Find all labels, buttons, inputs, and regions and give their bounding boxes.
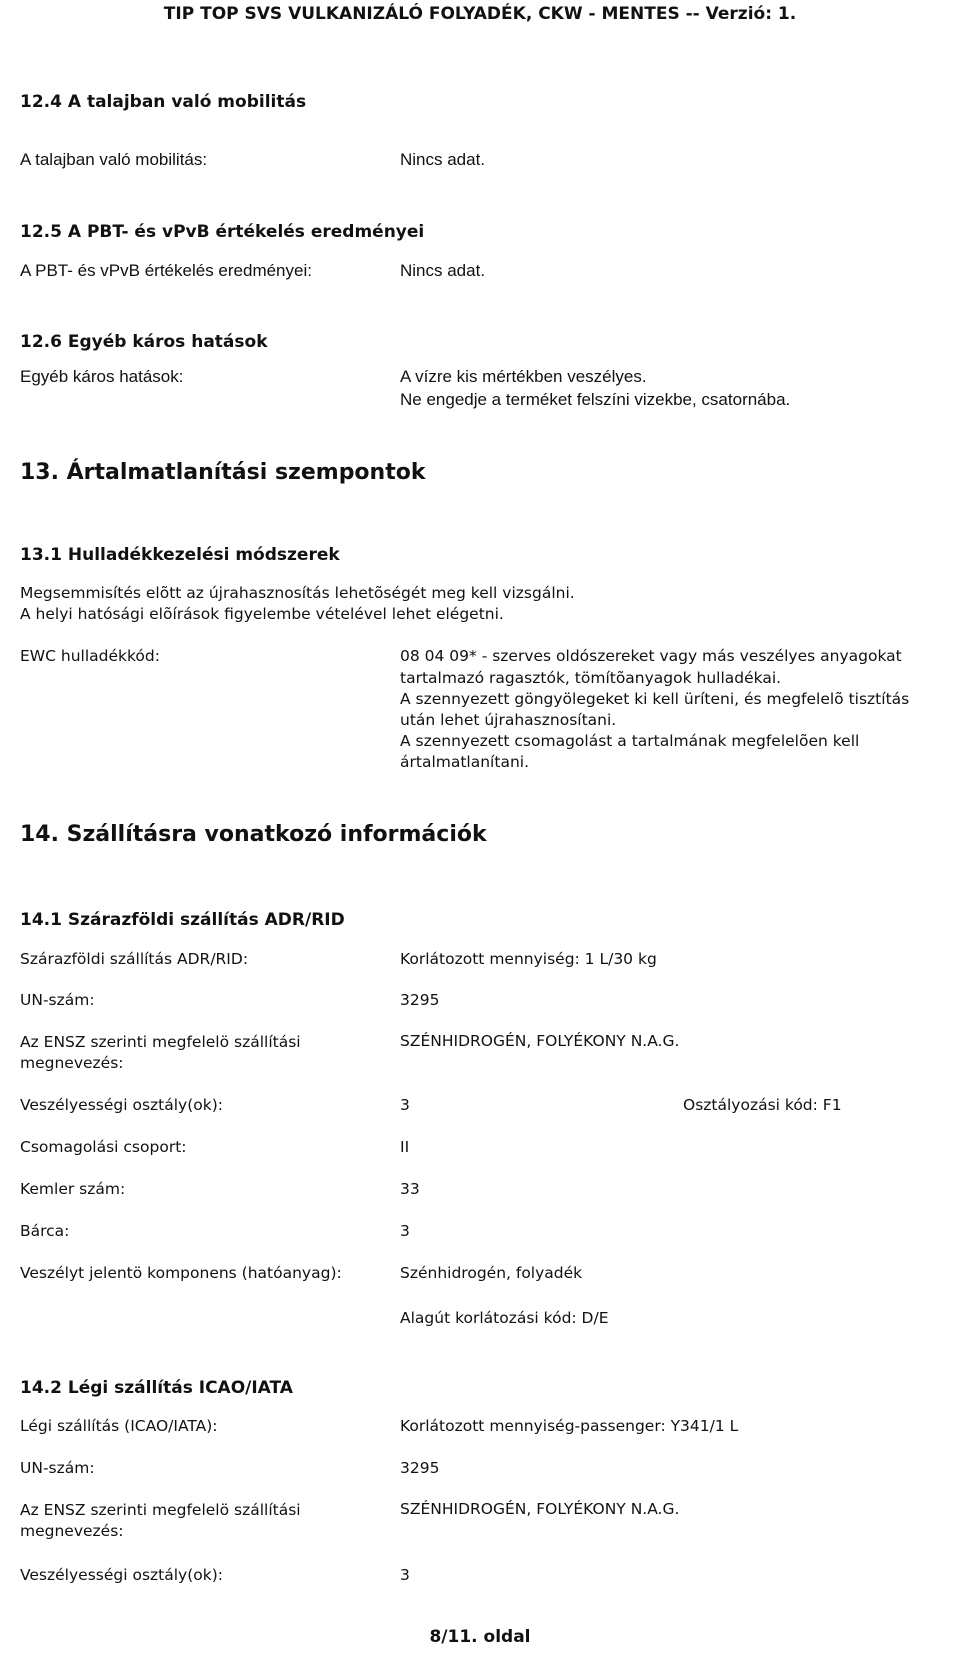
section-13-1-heading: 13.1 Hulladékkezelési módszerek <box>20 545 340 565</box>
air-transport-label: Légi szállítás (ICAO/IATA): <box>20 1417 218 1435</box>
document-header: TIP TOP SVS VULKANIZÁLÓ FOLYADÉK, CKW - MENTES -- Verzió: 1. <box>163 4 797 24</box>
pbt-label: A PBT- és vPvB értékelés eredményei: <box>20 261 312 280</box>
section-14-2-heading: 14.2 Légi szállítás ICAO/IATA <box>20 1378 293 1398</box>
ewc-line-3: A szennyezett göngyölegeket ki kell üríteni, és megfelelõ tisztítás <box>400 690 910 708</box>
ewc-label: EWC hulladékkód: <box>20 647 160 665</box>
disposal-paragraph-line-1: Megsemmisítés elõtt az újrahasznosítás lehetõségét meg kell vizsgálni. <box>20 584 575 602</box>
ewc-line-4: után lehet újrahasznosítani. <box>400 711 617 729</box>
land-kemler-label: Kemler szám: <box>20 1180 126 1198</box>
disposal-paragraph-line-2: A helyi hatósági elõírások figyelembe vételével lehet elégetni. <box>20 605 504 623</box>
land-hazard-class-label: Veszélyességi osztály(ok): <box>20 1096 223 1114</box>
ewc-line-5: A szennyezett csomagolást a tartalmának megfelelõen kell <box>400 732 860 750</box>
other-effects-line-2: Ne engedje a terméket felszíni vizekbe, csatornába. <box>400 390 791 409</box>
air-un-number-label: UN-szám: <box>20 1459 95 1477</box>
land-label-value: 3 <box>400 1222 410 1240</box>
section-12-5-heading: 12.5 A PBT- és vPvB értékelés eredményei <box>20 222 425 242</box>
land-un-number-value: 3295 <box>400 991 440 1009</box>
section-12-6-heading: 12.6 Egyéb káros hatások <box>20 332 268 352</box>
ewc-line-6: ártalmatlanítani. <box>400 753 529 771</box>
land-packing-group-value: II <box>400 1138 410 1156</box>
section-14-1-heading: 14.1 Szárazföldi szállítás ADR/RID <box>20 910 345 930</box>
land-un-number-label: UN-szám: <box>20 991 95 1009</box>
land-kemler-value: 33 <box>400 1180 420 1198</box>
ewc-line-2: tartalmazó ragasztók, tömítõanyagok hulladékai. <box>400 669 782 687</box>
pbt-value: Nincs adat. <box>400 261 486 280</box>
air-transport-value: Korlátozott mennyiség-passenger: Y341/1 L <box>400 1417 739 1435</box>
land-hazard-class-value: 3 <box>400 1096 410 1114</box>
land-transport-value: Korlátozott mennyiség: 1 L/30 kg <box>400 950 657 968</box>
ewc-line-1: 08 04 09* - szerves oldószereket vagy más veszélyes anyagokat <box>400 647 902 665</box>
soil-mobility-value: Nincs adat. <box>400 150 486 169</box>
air-un-number-value: 3295 <box>400 1459 440 1477</box>
land-label-label: Bárca: <box>20 1222 70 1240</box>
page-number: 8/11. oldal <box>429 1627 531 1647</box>
other-effects-label: Egyéb káros hatások: <box>20 367 184 386</box>
section-13-heading: 13. Ártalmatlanítási szempontok <box>20 460 426 485</box>
land-tunnel-code: Alagút korlátozási kód: D/E <box>400 1309 609 1327</box>
air-hazard-class-value: 3 <box>400 1566 410 1584</box>
land-transport-label: Szárazföldi szállítás ADR/RID: <box>20 950 249 968</box>
section-12-4-heading: 12.4 A talajban való mobilitás <box>20 92 307 112</box>
land-classification-code: Osztályozási kód: F1 <box>683 1096 842 1114</box>
section-14-heading: 14. Szállításra vonatkozó információk <box>20 822 487 847</box>
land-packing-group-label: Csomagolási csoport: <box>20 1138 187 1156</box>
land-hazard-component-label: Veszélyt jelentö komponens (hatóanyag): <box>20 1264 342 1282</box>
land-hazard-component-value: Szénhidrogén, folyadék <box>400 1264 583 1282</box>
air-shipping-name-label: Az ENSZ szerinti megfelelö szállítási megnevezés: <box>20 1501 301 1540</box>
air-shipping-name-value: SZÉNHIDROGÉN, FOLYÉKONY N.A.G. <box>400 1500 680 1518</box>
soil-mobility-label: A talajban való mobilitás: <box>20 150 208 169</box>
land-shipping-name-label: Az ENSZ szerinti megfelelö szállítási megnevezés: <box>20 1033 301 1072</box>
air-hazard-class-label: Veszélyességi osztály(ok): <box>20 1566 223 1584</box>
land-shipping-name-value: SZÉNHIDROGÉN, FOLYÉKONY N.A.G. <box>400 1032 680 1050</box>
other-effects-line-1: A vízre kis mértékben veszélyes. <box>400 367 647 386</box>
